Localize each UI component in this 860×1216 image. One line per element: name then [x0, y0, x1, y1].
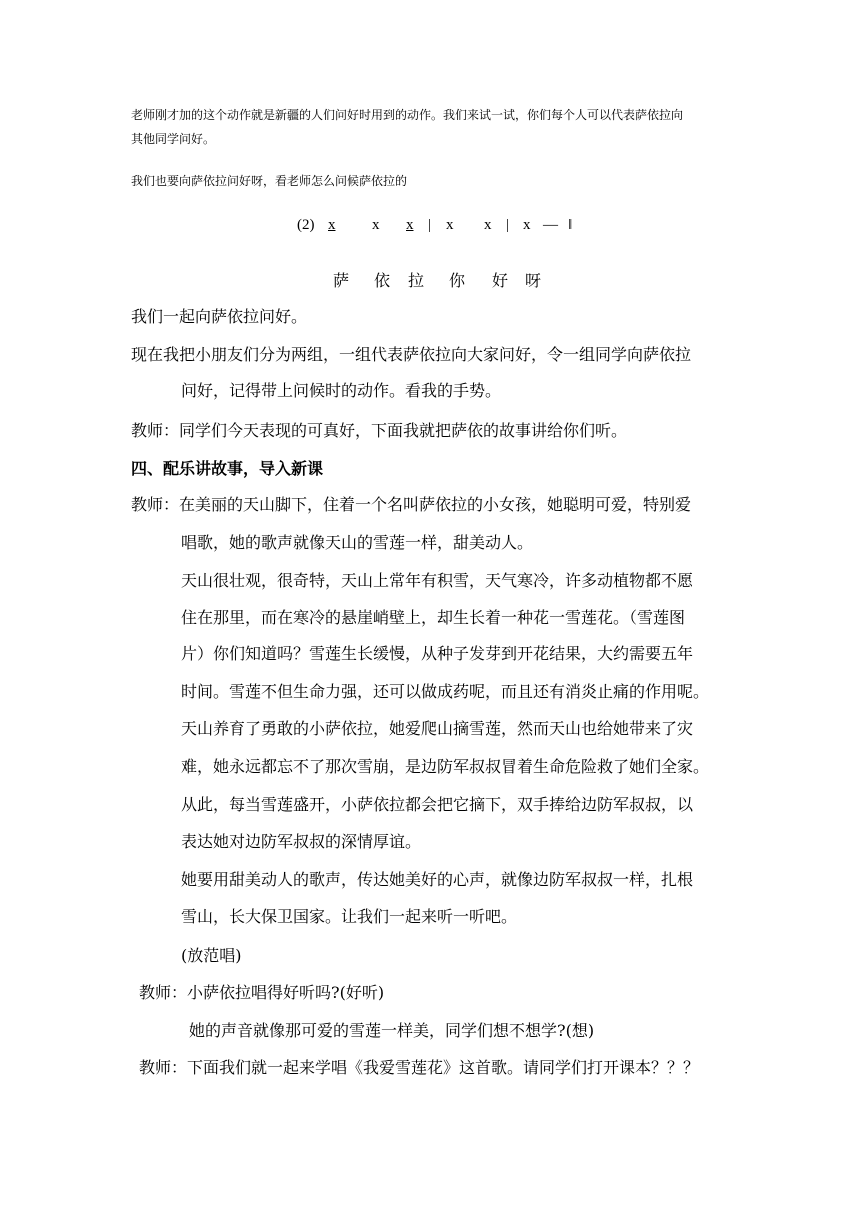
lyric-char: 你 [449, 271, 466, 290]
story-line: 教师：在美丽的天山脚下，住着一个名叫萨依拉的小女孩，她聪明可爱，特别爱 [131, 495, 692, 514]
story-line: 她要用甜美动人的歌声，传达她美好的心声，就像边防军叔叔一样，扎根 [181, 870, 694, 889]
note: x [484, 217, 492, 233]
story-line: 教师：小萨依拉唱得好听吗?(好听) [139, 983, 385, 1002]
intro-line-3: 我们也要向萨依拉问好呀，看老师怎么问候萨依拉的 [131, 174, 408, 188]
story-line: 时间。雪莲不但生命力强，还可以做成药呢，而且还有消炎止痛的作用呢。 [181, 682, 710, 701]
end-bar: ‖ [568, 217, 573, 233]
story-line: 片）你们知道吗？雪莲生长缓慢，从种子发芽到开花结果，大约需要五年 [181, 644, 694, 663]
note: x [328, 217, 336, 233]
story-line: 她的声音就像那可爱的雪莲一样美，同学们想不想学?(想) [189, 1021, 595, 1040]
paragraph: 我们一起向萨依拉问好。 [131, 307, 308, 326]
story-line: 表达她对边防军叔叔的深情厚谊。 [181, 832, 422, 851]
story-line: 从此，每当雪莲盛开，小萨依拉都会把它摘下，双手捧给边防军叔叔，以 [181, 795, 694, 814]
story-line: (放范唱) [181, 946, 242, 965]
bar-line: | [428, 217, 432, 233]
bar-line: | [506, 217, 510, 233]
story-line: 唱歌，她的歌声就像天山的雪莲一样，甜美动人。 [181, 533, 534, 552]
lyric-char: 拉 [408, 271, 425, 290]
paragraph: 现在我把小朋友们分为两组，一组代表萨依拉向大家问好，令一组同学向萨依拉 [131, 345, 692, 364]
paragraph: 教师：同学们今天表现的可真好，下面我就把萨依的故事讲给你们听。 [131, 421, 628, 440]
intro-line-1: 老师刚才加的这个动作就是新疆的人们问好时用到的动作。我们来试一试，你们每个人可以代表萨依拉向 [131, 108, 684, 122]
story-line: 住在那里，而在寒冷的悬崖峭壁上，却生长着一种花一雪莲花。（雪莲图 [181, 608, 686, 627]
music-notation [297, 214, 597, 236]
story-line: 难，她永远都忘不了那次雪崩，是边防军叔叔冒着生命危险救了她们全家。 [181, 757, 710, 776]
intro-line-2: 其他同学问好。 [131, 132, 216, 146]
lyric-char: 好 [492, 271, 509, 290]
story-line: 雪山，长大保卫国家。让我们一起来听一听吧。 [181, 907, 518, 926]
story-line: 教师：下面我们就一起来学唱《我爱雪莲花》这首歌。请同学们打开课本？？？ [139, 1058, 700, 1077]
lyric-char: 依 [374, 271, 391, 290]
note: x [372, 217, 380, 233]
lyrics-line [300, 268, 580, 290]
paragraph: 问好，记得带上问候时的动作。看我的手势。 [181, 381, 502, 400]
notation-label: (2) [297, 217, 315, 233]
note: x [523, 217, 531, 233]
note: x [446, 217, 454, 233]
lyric-char: 萨 [333, 271, 350, 290]
lyric-char: 呀 [525, 271, 542, 290]
section-heading: 四、配乐讲故事，导入新课 [131, 459, 324, 478]
story-line: 天山养育了勇敢的小萨依拉，她爱爬山摘雪莲，然而天山也给她带来了灾 [181, 719, 694, 738]
note: x [406, 217, 414, 233]
hold-dash: — [543, 217, 558, 233]
story-line: 天山很壮观，很奇特，天山上常年有积雪，天气寒冷，许多动植物都不愿 [181, 571, 694, 590]
